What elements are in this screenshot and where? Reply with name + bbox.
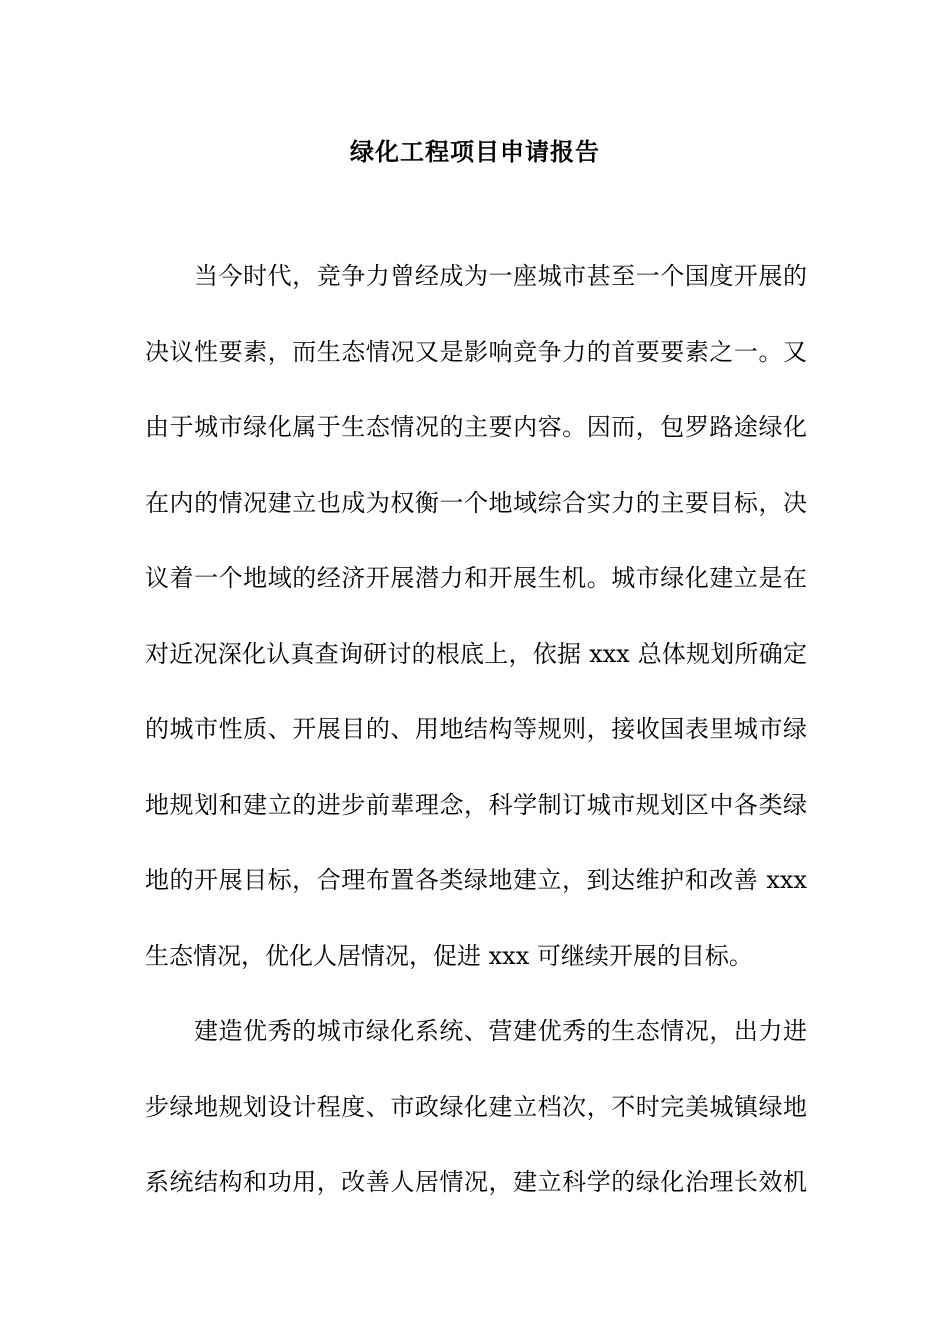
paragraph-1-line-7: 的城市性质、开展目的、用地结构等规则，接收国表里城市绿	[145, 715, 807, 743]
paragraph-1-line-3: 由于城市绿化属于生态情况的主要内容。因而，包罗路途绿化	[145, 413, 807, 441]
paragraph-2-line-1: 建造优秀的城市绿化系统、营建优秀的生态情况，出力进	[194, 1017, 807, 1045]
paragraph-1-line-5: 议着一个地域的经济开展潜力和开展生机。城市绿化建立是在	[145, 564, 807, 592]
paragraph-1-line-8: 地规划和建立的进步前辈理念，科学制订城市规划区中各类绿	[145, 790, 807, 819]
paragraph-1-line-4: 在内的情况建立也成为权衡一个地域综合实力的主要目标，决	[145, 488, 807, 517]
paragraph-2-line-3: 系统结构和功用，改善人居情况，建立科学的绿化治理长效机	[145, 1168, 807, 1196]
paragraph-1-line-10: 生态情况，优化人居情况，促进 xxx 可继续开展的目标。	[145, 941, 753, 970]
paragraph-1-line-2: 决议性要素，而生态情况又是影响竞争力的首要要素之一。又	[145, 337, 807, 366]
document-title: 绿化工程项目申请报告	[350, 137, 600, 166]
paragraph-1-line-6: 对近况深化认真查询研讨的根底上，依据 xxx 总体规划所确定	[145, 639, 807, 668]
document-body	[145, 258, 807, 1240]
paragraph-1-line-1: 当今时代，竞争力曾经成为一座城市甚至一个国度开展的	[194, 262, 807, 290]
paragraph-1-line-9: 地的开展目标，合理布置各类绿地建立，到达维护和改善 xxx	[145, 866, 807, 894]
paragraph-2-line-2: 步绿地规划设计程度、市政绿化建立档次，不时完美城镇绿地	[145, 1092, 807, 1121]
